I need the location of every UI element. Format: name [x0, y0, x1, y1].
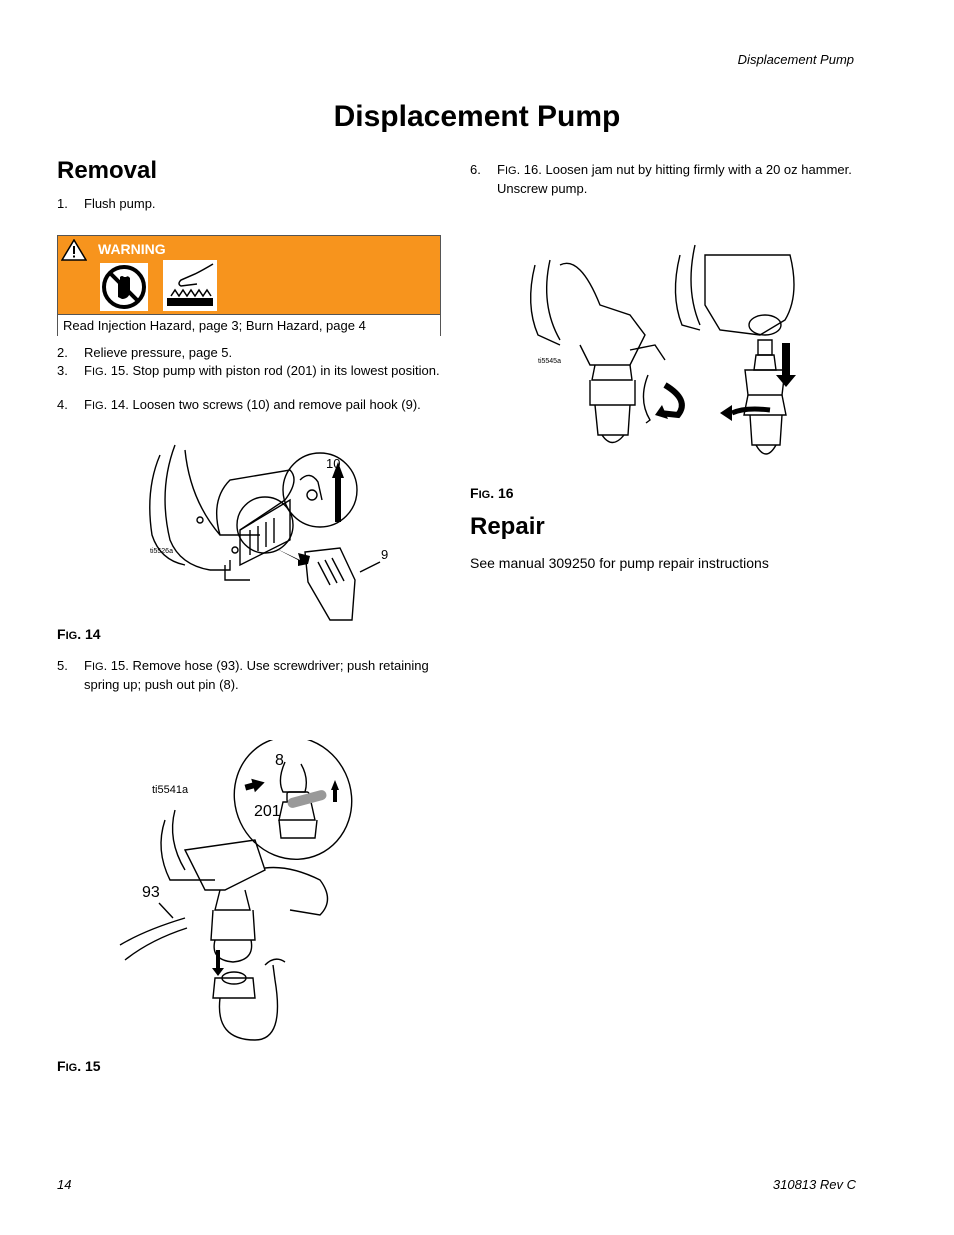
repair-heading: Repair — [470, 513, 545, 540]
figure-15-caption: FIG. 15 — [57, 1058, 101, 1074]
repair-text: See manual 309250 for pump repair instructions — [470, 555, 769, 571]
step-6: 6. FIG. 16. Loosen jam nut by hitting firmly with a 20 oz hammer. Unscrew pump. — [470, 162, 852, 196]
fig15-code: ti5541a — [152, 784, 189, 796]
warning-label: WARNING — [98, 241, 166, 257]
fig15-label-93: 93 — [142, 884, 160, 901]
fig16-code: ti5545a — [538, 358, 561, 365]
no-hands-icon — [100, 263, 148, 311]
figure-14-illustration — [140, 440, 400, 625]
hot-surface-icon — [163, 260, 217, 311]
figure-16-illustration — [520, 235, 810, 480]
fig14-code: ti5526a — [150, 548, 173, 555]
warning-banner — [58, 236, 440, 314]
warning-triangle-icon — [61, 239, 87, 261]
warning-text: Read Injection Hazard, page 3; Burn Hazard, page 4 — [58, 314, 440, 336]
fig15-label-201: 201 — [254, 803, 281, 820]
removal-heading: Removal — [57, 157, 158, 184]
fig14-label-10: 10 — [326, 456, 341, 471]
step-3: 3. FIG. 15. Stop pump with piston rod (201) in its lowest position. — [57, 363, 440, 378]
document-id: 310813 Rev C — [772, 1177, 856, 1192]
page-number: 14 — [57, 1177, 72, 1192]
page-title: Displacement Pump — [333, 100, 621, 133]
figure-16-caption: FIG. 16 — [470, 485, 514, 501]
fig15-label-8: 8 — [275, 752, 284, 769]
step-1: 1. Flush pump. — [57, 196, 156, 211]
running-header: Displacement Pump — [737, 52, 854, 67]
warning-box — [57, 235, 441, 336]
step-4: 4. FIG. 14. Loosen two screws (10) and remove pail hook (9). — [57, 397, 421, 412]
step-5: 5. FIG. 15. Remove hose (93). Use screwdriver; push retaining spring up; push out pin (8). — [57, 658, 429, 692]
figure-14-caption: FIG. 14 — [57, 626, 101, 642]
figure-15-illustration — [115, 740, 360, 1050]
fig14-label-9: 9 — [381, 547, 389, 562]
step-2: 2. Relieve pressure, page 5. — [57, 345, 233, 360]
